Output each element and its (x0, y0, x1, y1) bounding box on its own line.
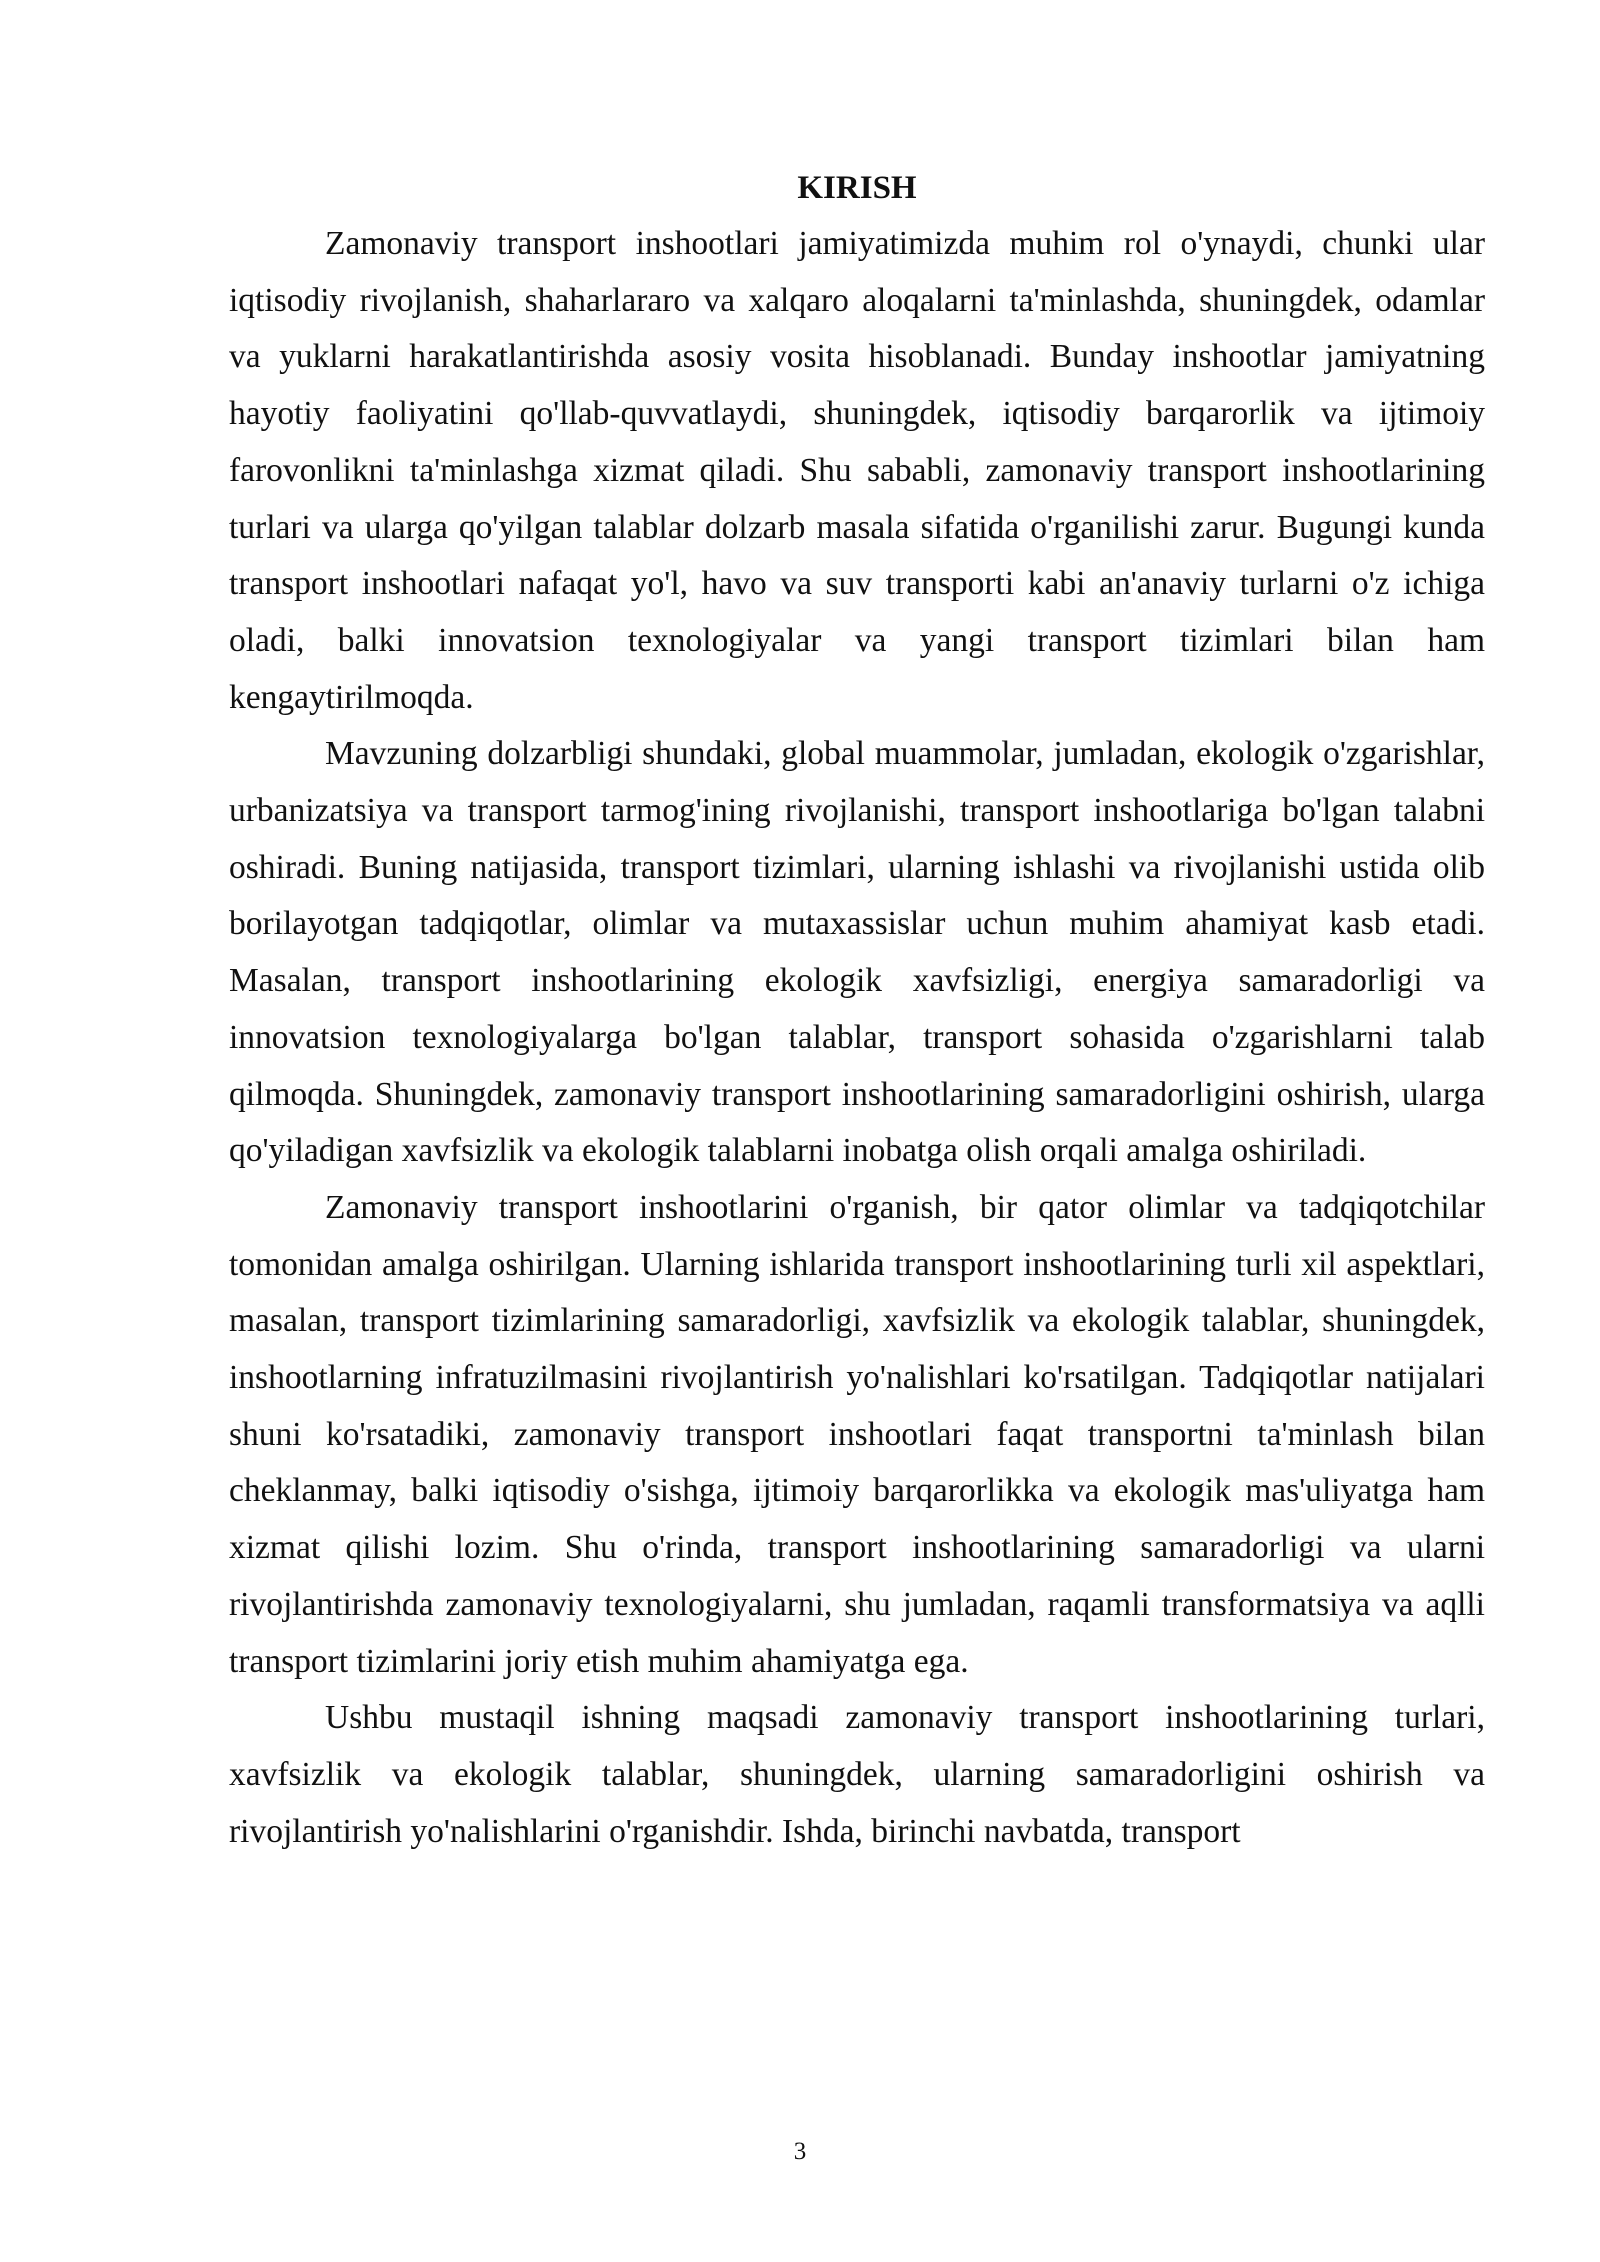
paragraph-relevance: Mavzuning dolzarbligi shundaki, global muammolar, jumladan, ekologik o'zgarishlar, urbanizatsiya va transport tarmog'ining rivojlanishi, transport inshootlariga bo'lgan talabni oshiradi. Buning natijasida, transport tizimlari, ularning ishlashi va rivojlanishi ustida olib borilayotgan tadqiqotlar, olimlar va mutaxassislar uchun muhim ahamiyat kasb etadi. Masalan, transport inshootlarining ekologik xavfsizligi, energiya samaradorligi va innovatsion texnologiyalarga bo'lgan talablar, transport sohasida o'zgarishlarni talab qilmoqda. Shuningdek, zamonaviy transport inshootlarining samaradorligini oshirish, ularga qo'yiladigan xavfsizlik va ekologik talablarni inobatga olish orqali amalga oshiriladi. (229, 735, 1485, 1170)
paragraph-intro: Zamonaviy transport inshootlari jamiyatimizda muhim rol o'ynaydi, chunki ular iqtisodiy rivojlanish, shaharlararo va xalqaro aloqalarni ta'minlashda, shuningdek, odamlar va yuklarni harakatlantirishda asosiy vosita hisoblanadi. Bunday inshootlar jamiyatning hayotiy faoliyatini qo'llab-quvvatlaydi, shuningdek, iqtisodiy barqarorlik va ijtimoiy farovonlikni ta'minlashga xizmat qiladi. Shu sababli, zamonaviy transport inshootlarining turlari va ularga qo'yilgan talablar dolzarb masala sifatida o'rganilishi zarur. Bugungi kunda transport inshootlari nafaqat yo'l, havo va suv transporti kabi an'anaviy turlarni o'z ichiga oladi, balki innovatsion texnologiyalar va yangi transport tizimlari bilan ham kengaytirilmoqda. (229, 225, 1485, 716)
section-title: KIRISH (797, 170, 917, 206)
page-number: 3 (793, 2138, 807, 2165)
page-content (229, 160, 1485, 1860)
paragraph-research: Zamonaviy transport inshootlarini o'rganish, bir qator olimlar va tadqiqotchilar tomonidan amalga oshirilgan. Ularning ishlarida transport inshootlarining turli xil aspektlari, masalan, transport tizimlarining samaradorligi, xavfsizlik va ekologik talablar, shuningdek, inshootlarning infratuzilmasini rivojlantirish yo'nalishlari ko'rsatilgan. Tadqiqotlar natijalari shuni ko'rsatadiki, zamonaviy transport inshootlari faqat transportni ta'minlash bilan cheklanmay, balki iqtisodiy o'sishga, ijtimoiy barqarorlikka va ekologik mas'uliyatga ham xizmat qilishi lozim. Shu o'rinda, transport inshootlarining samaradorligi va ularni rivojlantirishda zamonaviy texnologiyalarni, shu jumladan, raqamli transformatsiya va aqlli transport tizimlarini joriy etish muhim ahamiyatga ega. (229, 1188, 1485, 1680)
paragraph-goal: Ushbu mustaqil ishning maqsadi zamonaviy transport inshootlarining turlari, xavfsizlik va ekologik talablar, shuningdek, ularning samaradorligini oshirish va rivojlantirish yo'nalishlarini o'rganishdir. Ishda, birinchi navbatda, transport (229, 1699, 1485, 1850)
